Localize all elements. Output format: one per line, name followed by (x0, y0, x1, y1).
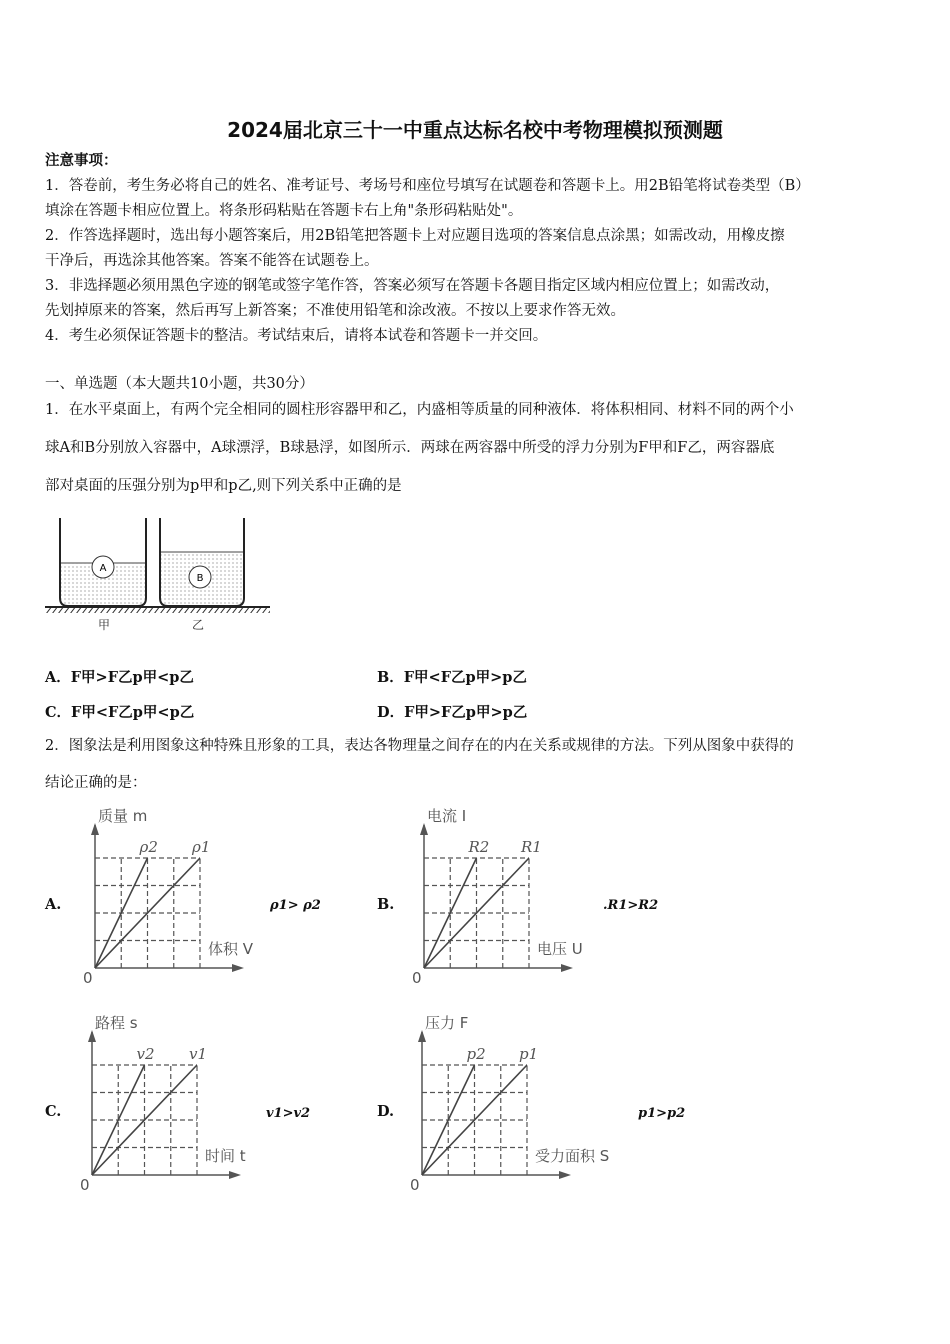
note-line: 4．考生必须保证答题卡的整洁。考试结束后，请将本试卷和答题卡一并交回。 (45, 328, 548, 344)
x-axis-arrow-icon (229, 1171, 241, 1179)
page-title: 2024届北京三十一中重点达标名校中考物理模拟预测题 (227, 118, 723, 142)
graph-a (65, 805, 305, 990)
q1-option-a[interactable]: A．F甲>F乙p甲<p乙 (45, 669, 194, 686)
q2-option-b-conclusion: .R1>R2 (603, 898, 659, 913)
q1-text: 球A和B分别放入容器中，A球漂浮，B球悬浮，如图所示．两球在两容器中所受的浮力分别为F甲和F乙，两容器底 (45, 440, 775, 456)
q2-text: 2．图象法是利用图象这种特殊且形象的工具，表达各物理量之间存在的内在关系或规律的方法。下列从图象中获得的 (45, 738, 794, 754)
x-axis-arrow-icon (232, 964, 244, 972)
graph-d (392, 1012, 652, 1197)
graph-c (62, 1012, 302, 1197)
y-axis-label: 压力 F (425, 1014, 469, 1032)
steep-line-label: R2 (468, 838, 490, 856)
origin-label: 0 (412, 969, 422, 987)
q2-option-a-conclusion: ρ1> ρ2 (270, 898, 321, 913)
x-axis-label: 受力面积 S (535, 1147, 610, 1165)
note-line: 1．答卷前，考生务必将自己的姓名、准考证号、考场号和座位号填写在试题卷和答题卡上。用2B铅笔将试卷类型（B） (45, 178, 810, 194)
ball-a-label: A (99, 563, 107, 574)
containers-figure (40, 510, 280, 635)
steep-line-label: ρ2 (139, 838, 158, 856)
note-line: 2．作答选择题时，选出每小题答案后，用2B铅笔把答题卡上对应题目选项的答案信息点涂黑；如需改动，用橡皮擦 (45, 228, 785, 244)
label-yi: 乙 (192, 618, 205, 632)
x-axis-label: 电压 U (537, 940, 583, 958)
q1-text: 部对桌面的压强分别为p甲和p乙,则下列关系中正确的是 (45, 478, 402, 494)
y-axis-label: 质量 m (98, 807, 148, 825)
label-jia: 甲 (98, 618, 111, 632)
q2-option-c-conclusion: v1>v2 (266, 1106, 311, 1121)
section-heading: 一、单选题（本大题共10小题，共30分） (45, 376, 314, 392)
y-axis-label: 路程 s (95, 1014, 138, 1032)
q1-option-c[interactable]: C．F甲<F乙p甲<p乙 (45, 704, 195, 721)
origin-label: 0 (80, 1176, 90, 1194)
steep-line-label: p2 (466, 1045, 486, 1063)
q2-option-b-letter[interactable]: B. (377, 896, 395, 913)
q1-option-b[interactable]: B．F甲<F乙p甲>p乙 (377, 669, 527, 686)
x-axis-arrow-icon (561, 964, 573, 972)
notes-heading: 注意事项： (45, 152, 118, 169)
q1-option-d[interactable]: D．F甲>F乙p甲>p乙 (377, 704, 528, 721)
ball-b-label: B (196, 573, 204, 584)
note-line: 干净后，再选涂其他答案。答案不能答在试题卷上。 (45, 253, 379, 269)
shallow-line-label: v1 (189, 1045, 208, 1063)
q2-option-d-letter[interactable]: D. (377, 1103, 395, 1120)
graph-b (394, 805, 654, 990)
q2-option-a-letter[interactable]: A. (45, 896, 62, 913)
x-axis-label: 体积 V (208, 940, 254, 958)
steep-line-label: v2 (136, 1045, 155, 1063)
shallow-line-label: ρ1 (192, 838, 211, 856)
x-axis-arrow-icon (559, 1171, 571, 1179)
origin-label: 0 (410, 1176, 420, 1194)
note-line: 填涂在答题卡相应位置上。将条形码粘贴在答题卡右上角"条形码粘贴处"。 (45, 203, 523, 219)
origin-label: 0 (83, 969, 93, 987)
x-axis-label: 时间 t (205, 1147, 246, 1165)
q2-option-c-letter[interactable]: C. (45, 1103, 62, 1120)
shallow-line-label: p1 (519, 1045, 539, 1063)
shallow-line-label: R1 (521, 838, 542, 856)
y-axis-label: 电流 I (427, 807, 467, 825)
q2-text: 结论正确的是： (45, 775, 147, 791)
note-line: 先划掉原来的答案，然后再写上新答案；不准使用铅笔和涂改液。不按以上要求作答无效。 (45, 303, 625, 319)
q1-text: 1．在水平桌面上，有两个完全相同的圆柱形容器甲和乙，内盛相等质量的同种液体．将体积相同、材料不同的两个小 (45, 402, 794, 418)
note-line: 3．非选择题必须用黑色字迹的钢笔或签字笔作答，答案必须写在答题卡各题目指定区域内相应位置上；如需改动， (45, 278, 780, 294)
q2-option-d-conclusion: p1>p2 (638, 1106, 686, 1121)
